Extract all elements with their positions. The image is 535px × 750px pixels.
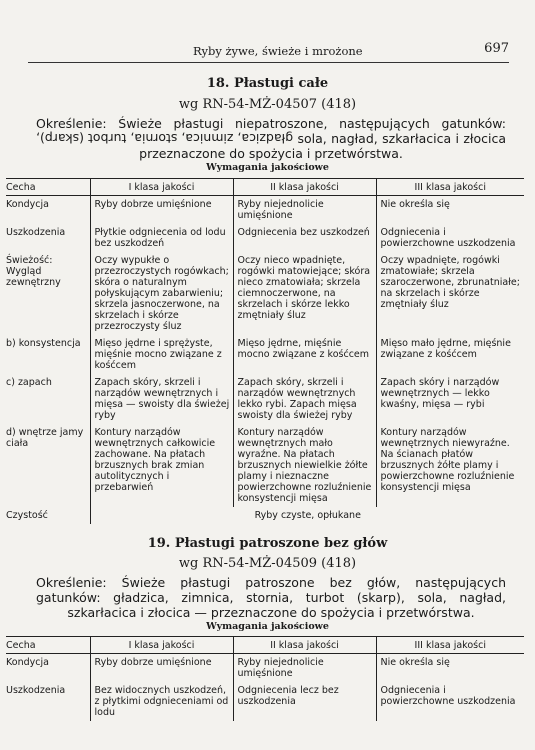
class-cell: Zapach skóry, skrzeli i narządów wewnętrznych lekko rybi. Zapach mięsa swoisty dla świeżej ryby [233, 374, 376, 424]
table-row [6, 374, 524, 424]
feature-cell: b) konsystencja [6, 338, 81, 349]
column-header: I klasa jakości [90, 637, 233, 654]
table-row [6, 424, 524, 507]
flipped-text: gładzica, zimnica, stornia, turbot (skarp), [36, 131, 294, 146]
class-cell: Kontury narządów wewnętrznych niewyraźne. Na ścianach płatów brzusznych żółte plamy i powierzchowne rozluźnienie konsystencji mięsa [376, 424, 524, 507]
table-header-row [6, 179, 524, 196]
table-row [6, 335, 524, 374]
class-cell: Oczy wpadnięte, rogówki zmatowiałe; skrzela szaroczerwone, zbrunatniałe; na skrzelach i skórze zmętniały śluz [376, 252, 524, 335]
definition-line: Określenie: Świeże płastugi niepatroszone, następujących gatunków: [36, 116, 506, 131]
column-header: III klasa jakości [376, 637, 524, 654]
class-cell: Kontury narządów wewnętrznych całkowicie zachowane. Na płatach brzusznych brak zmian autolitycznych i przebarwień [90, 424, 233, 507]
class-cell: Nie określa się [376, 654, 524, 683]
class-cell: Bez widocznych uszkodzeń, z płytkimi odgnieceniami od lodu [90, 682, 233, 721]
page-number: 697 [484, 41, 509, 56]
section-18-title: 18. Płastugi całe [206, 76, 329, 91]
table-row [6, 507, 524, 524]
class-cell: Zapach skóry, skrzeli i narządów wewnętrznych i mięsa — swoisty dla świeżej ryby [90, 374, 233, 424]
table-row [6, 252, 524, 335]
header-title: Ryby żywe, świeże i mrożone [193, 44, 363, 58]
table-header-row [6, 637, 524, 654]
column-header: Cecha [6, 179, 90, 196]
class-cell: Oczy nieco wpadnięte, rogówki matowiejące; skóra nieco zmatowiała; skrzela ciemnoczerwone, na skrzelach i skórze lekko zmętniały śluz [233, 252, 376, 335]
class-cell: Ryby dobrze umięśnione [90, 196, 233, 225]
feature-cell: Uszkodzenia [6, 685, 66, 696]
class-cell: Nie określa się [376, 196, 524, 225]
class-cell: Odgniecenia i powierzchowne uszkodzenia [376, 224, 524, 252]
class-cell: Ryby niejednolicie umięśnione [233, 654, 376, 683]
column-header: Cecha [6, 637, 90, 654]
table-row [6, 196, 524, 225]
section-19-definition [36, 575, 506, 620]
class-cell: Ryby dobrze umięśnione [90, 654, 233, 683]
table-row [6, 682, 524, 721]
definition-line [36, 131, 506, 146]
class-cell: Mięso jędrne, mięśnie mocno związane z kośćcem [233, 335, 376, 374]
class-cell: Odgniecenia lecz bez uszkodzenia [233, 682, 376, 721]
definition-line: gatunków: gładzica, zimnica, stornia, turbot (skarp), sola, nagład, [36, 590, 506, 605]
feature-cell: Kondycja [6, 199, 49, 210]
feature-cell: Kondycja [6, 657, 49, 668]
section-18-definition [36, 116, 506, 161]
feature-cell: Czystość [6, 510, 48, 521]
feature-cell: c) zapach [6, 377, 52, 388]
section-18-norm: wg RN-54-MŻ-04507 (418) [178, 97, 357, 112]
column-header: II klasa jakości [233, 179, 376, 196]
section-19-norm: wg RN-54-MŻ-04509 (418) [178, 556, 357, 571]
definition-line: Określenie: Świeże płastugi patroszone bez głów, następujących [36, 575, 506, 590]
class-cell: Oczy wypukłe o przezroczystych rogówkach; skóra o naturalnym połyskującym zabarwieniu; skrzela jasnoczerwone, na skrzelach i skórze przezroczysty śluz [90, 252, 233, 335]
requirements-table-18 [6, 178, 524, 524]
section-18-subheading: Wymagania jakościowe [206, 162, 329, 173]
feature-cell: d) wnętrze jamy ciała [6, 427, 84, 449]
class-cell: Mięso mało jędrne, mięśnie związane z kośćcem [376, 335, 524, 374]
running-header [28, 40, 509, 63]
feature-cell: Uszkodzenia [6, 227, 66, 238]
section-19-title: 19. Płastugi patroszone bez głów [147, 536, 388, 551]
feature-cell: Świeżość: Wygląd zewnętrzny [6, 255, 61, 288]
merged-cell: Ryby czyste, opłukane [90, 507, 524, 524]
column-header: III klasa jakości [376, 179, 524, 196]
requirements-table-19 [6, 636, 524, 721]
section-19-subheading: Wymagania jakościowe [206, 621, 329, 632]
table-row [6, 654, 524, 683]
column-header: II klasa jakości [233, 637, 376, 654]
definition-line-rest: sola, nagład, szkarłacica i złocica [297, 131, 506, 146]
column-header: I klasa jakości [90, 179, 233, 196]
definition-line: przeznaczone do spożycia i przetwórstwa. [139, 146, 403, 161]
class-cell: Kontury narządów wewnętrznych mało wyraźne. Na płatach brzusznych niewielkie żółte plamy i nieznaczne powierzchowne rozluźnienie konsystencji mięsa [233, 424, 376, 507]
class-cell: Zapach skóry i narządów wewnętrznych — lekko kwaśny, mięsa — rybi [376, 374, 524, 424]
class-cell: Mięso jędrne i sprężyste, mięśnie mocno związane z kośćcem [90, 335, 233, 374]
definition-line: szkarłacica i złocica — przeznaczone do spożycia i przetwórstwa. [67, 605, 475, 620]
table-row [6, 224, 524, 252]
class-cell: Odgniecenia i powierzchowne uszkodzenia [376, 682, 524, 721]
class-cell: Ryby niejednolicie umięśnione [233, 196, 376, 225]
class-cell: Odgniecenia bez uszkodzeń [233, 224, 376, 252]
class-cell: Płytkie odgniecenia od lodu bez uszkodzeń [90, 224, 233, 252]
